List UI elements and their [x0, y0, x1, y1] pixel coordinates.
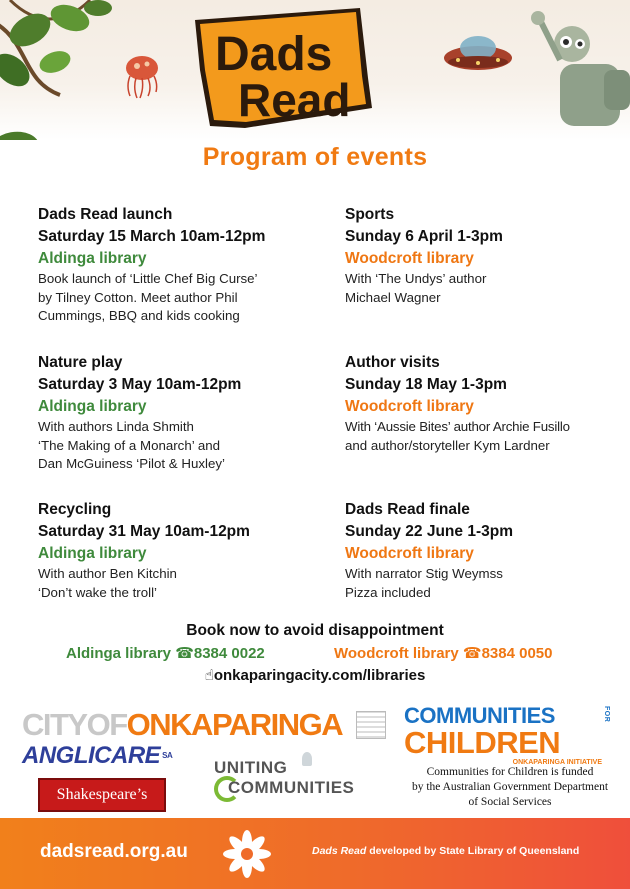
event-date: Sunday 18 May 1-3pm [345, 376, 507, 393]
logo-text-communities: COMMUNITIES [228, 778, 355, 797]
uniting-communities-logo [214, 752, 384, 808]
event-description-line: With narrator Stig Weymss [345, 566, 503, 581]
funding-line: Communities for Children is funded [426, 766, 594, 778]
logo-text-sa: SA [162, 751, 173, 760]
event-description-line: With ‘Aussie Bites’ author Archie Fusillo [345, 419, 570, 434]
booking-website[interactable] [0, 666, 630, 684]
event-description-line: ‘Don’t wake the troll’ [38, 584, 157, 600]
event-name: Nature play [38, 354, 123, 371]
logo-word-dads: Dads [215, 28, 333, 81]
logo-text-city-of: CITYOF [22, 707, 127, 742]
funding-line: of Social Services [468, 796, 552, 808]
logo-text-communities-word: COMMUNITIES [404, 703, 555, 728]
event-author-visits [345, 352, 630, 455]
event-description [38, 418, 338, 474]
aldinga-phone[interactable]: Aldinga library ☎8384 0022 [66, 645, 265, 662]
event-description-line: by Tilney Cotton. Meet author Phil [38, 289, 238, 305]
flower-icon [220, 827, 274, 881]
event-dads-read-finale [345, 499, 630, 602]
booking-heading: Book now to avoid disappointment [186, 622, 444, 639]
event-description [345, 565, 630, 602]
page-title: Program of events [202, 143, 428, 171]
logo-text-onkaparinga-initiative: ONKAPARINGA INITIATIVE [512, 759, 602, 766]
logo-text-for: FOR [603, 706, 610, 723]
dads-read-logo [195, 8, 372, 128]
event-date: Saturday 31 May 10am-12pm [38, 523, 250, 540]
header-banner [0, 0, 630, 140]
event-location: Aldinga library [38, 545, 147, 562]
event-nature-play [38, 352, 338, 474]
logo-text-communities [404, 704, 614, 728]
event-description-line: With ‘The Undys’ author [345, 271, 487, 286]
robot-illustration [531, 11, 630, 126]
logo-text-children: CHILDREN [404, 725, 561, 760]
event-location: Woodcroft library [345, 398, 474, 415]
header-illustration [0, 0, 630, 140]
event-date: Sunday 22 June 1-3pm [345, 523, 513, 540]
credit-italic: Dads Read [312, 845, 367, 857]
event-description-line: Dan McGuiness ‘Pilot & Huxley’ [38, 456, 225, 471]
event-description-line: Book launch of ‘Little Chef Big Curse’ [38, 271, 258, 286]
anglicare-logo [22, 742, 172, 770]
event-name: Dads Read finale [345, 501, 470, 518]
event-date: Saturday 3 May 10am-12pm [38, 376, 242, 393]
flying-saucer-illustration [444, 36, 512, 70]
event-date: Saturday 15 March 10am-12pm [38, 228, 266, 245]
event-recycling [38, 499, 338, 602]
footer-bar [0, 818, 630, 889]
event-date: Sunday 6 April 1-3pm [345, 228, 503, 245]
credit-text: developed by State Library of Queensland [366, 845, 580, 857]
logo-text-anglicare: ANGLICARE [22, 742, 161, 769]
event-description [38, 565, 338, 602]
event-name: Author visits [345, 354, 440, 371]
event-location: Aldinga library [38, 250, 147, 267]
event-name: Sports [345, 206, 395, 223]
event-sports [345, 204, 630, 307]
event-dads-read-launch [38, 204, 338, 326]
event-description-line: Cummings, BBQ and kids cooking [38, 308, 240, 323]
event-description [345, 418, 630, 455]
logo-word-read: Read [238, 74, 351, 126]
communities-for-children-logo [404, 704, 614, 767]
event-description-line: With authors Linda Shmith [38, 419, 194, 434]
website-link[interactable]: onkaparingacity.com/libraries [213, 667, 426, 684]
logo-text-onkaparinga: ONKAPARINGA [126, 707, 343, 742]
pointer-hand-icon: ☝ [204, 667, 214, 684]
footer-website-link[interactable]: dadsread.org.au [40, 841, 188, 862]
event-description [38, 270, 338, 326]
logo-text-uniting: UNITING [214, 758, 288, 777]
event-location: Woodcroft library [345, 250, 474, 267]
event-description [345, 270, 630, 307]
jellyfish-illustration [126, 56, 158, 98]
event-name: Dads Read launch [38, 206, 173, 223]
footer-credit [312, 845, 579, 857]
funding-statement [402, 765, 618, 810]
event-location: Aldinga library [38, 398, 147, 415]
shakespeares-logo: Shakespeare’s [38, 778, 166, 812]
event-location: Woodcroft library [345, 545, 474, 562]
city-emblem-icon [356, 711, 386, 739]
vine-illustration [0, 0, 112, 140]
event-description-line: Pizza included [345, 584, 431, 600]
uniting-flame-icon [302, 752, 312, 766]
event-description-line: and author/storyteller Kym Lardner [345, 437, 550, 453]
event-name: Recycling [38, 501, 112, 518]
woodcroft-phone[interactable]: Woodcroft library ☎8384 0050 [334, 645, 553, 662]
event-description-line: ‘The Making of a Monarch’ and [38, 437, 221, 453]
event-description-line: With author Ben Kitchin [38, 566, 177, 581]
event-description-line: Michael Wagner [345, 289, 441, 305]
funding-line: by the Australian Government Department [411, 781, 609, 793]
city-of-onkaparinga-logo [22, 708, 342, 742]
